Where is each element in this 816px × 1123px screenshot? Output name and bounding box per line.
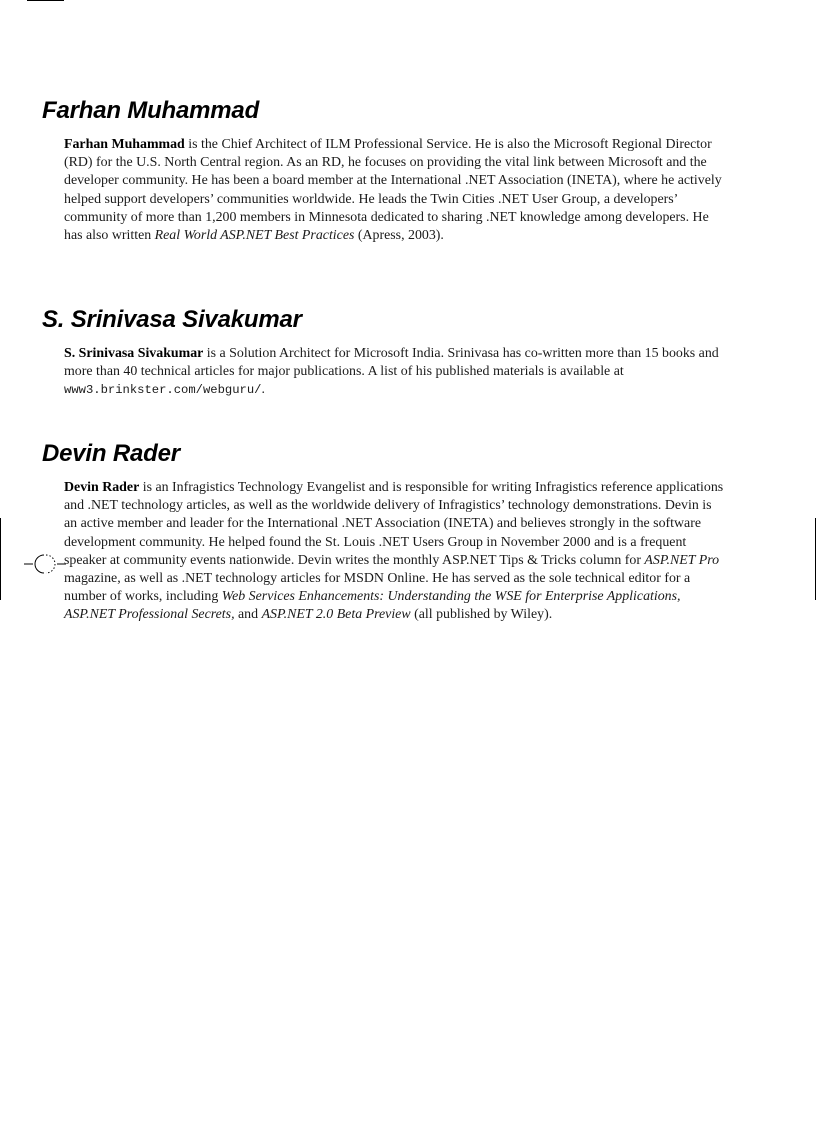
author-bio: S. Srinivasa Sivakumar is a Solution Architect for Microsoft India. Srinivasa has co-written more than 15 books and more than 40 technical articles for major publications. A list of his published materials is available at www3.brinkster.com/webguru/. <box>64 346 719 398</box>
crop-mark-top <box>27 0 64 1</box>
book-title: Real World ASP.NET Best Practices <box>154 228 355 244</box>
magazine-title: ASP.NET Pro <box>644 552 720 568</box>
edited-work-title: ASP.NET 2.0 Beta Preview <box>261 607 411 623</box>
author-name-lead: Farhan Muhammad <box>64 137 185 152</box>
author-section-srinivasa-sivakumar <box>42 305 722 400</box>
edited-works-titles: Web Services Enhancements: Understanding the WSE for Enterprise Applications, ASP.NET Professional Secrets, <box>64 589 681 623</box>
author-website-url: www3.brinkster.com/webguru/ <box>64 383 262 398</box>
author-heading: S. Srinivasa Sivakumar <box>42 306 302 333</box>
author-bio: Farhan Muhammad is the Chief Architect of ILM Professional Service. He is also the Microsoft Regional Director (RD) for the U.S. North Central region. As an RD, he focuses on providing the vital link between Microsoft and the developer community. He has been a board member at the International .NET Association (INETA), where he actively helped support developers’ communities worldwide. He leads the Twin Cities .NET User Group, a developers’ community of more than 1,200 members in Minnesota dedicated to sharing .NET knowledge among developers. He has also written Real World ASP.NET Best Practices (Apress, 2003). <box>64 137 722 244</box>
author-heading: Devin Rader <box>42 440 180 467</box>
author-section-devin-rader <box>42 439 722 625</box>
author-name-lead: S. Srinivasa Sivakumar <box>64 346 204 361</box>
author-bio: Devin Rader is an Infragistics Technology Evangelist and is responsible for writing Infragistics reference applications and .NET technology articles, as well as the worldwide delivery of Infragistics’ technology demonstrations. Devin is an active member and leader for the International .NET Association (INETA) and believes strongly in the software development community. He helped found the St. Louis .NET Users Group in November 2000 and is a frequent speaker at community events nationwide. Devin writes the monthly ASP.NET Tips & Tricks column for ASP.NET Pro magazine, as well as .NET technology articles for MSDN Online. He has served as the sole technical editor for a number of works, including Web Services Enhancements: Understanding the WSE for Enterprise Applications, ASP.NET Professional Secrets, and ASP.NET 2.0 Beta Preview (all published by Wiley). <box>64 480 724 623</box>
author-section-farhan-muhammad <box>42 96 722 245</box>
crop-mark-left <box>0 518 1 600</box>
author-name-lead: Devin Rader <box>64 480 140 495</box>
author-heading: Farhan Muhammad <box>42 97 260 124</box>
